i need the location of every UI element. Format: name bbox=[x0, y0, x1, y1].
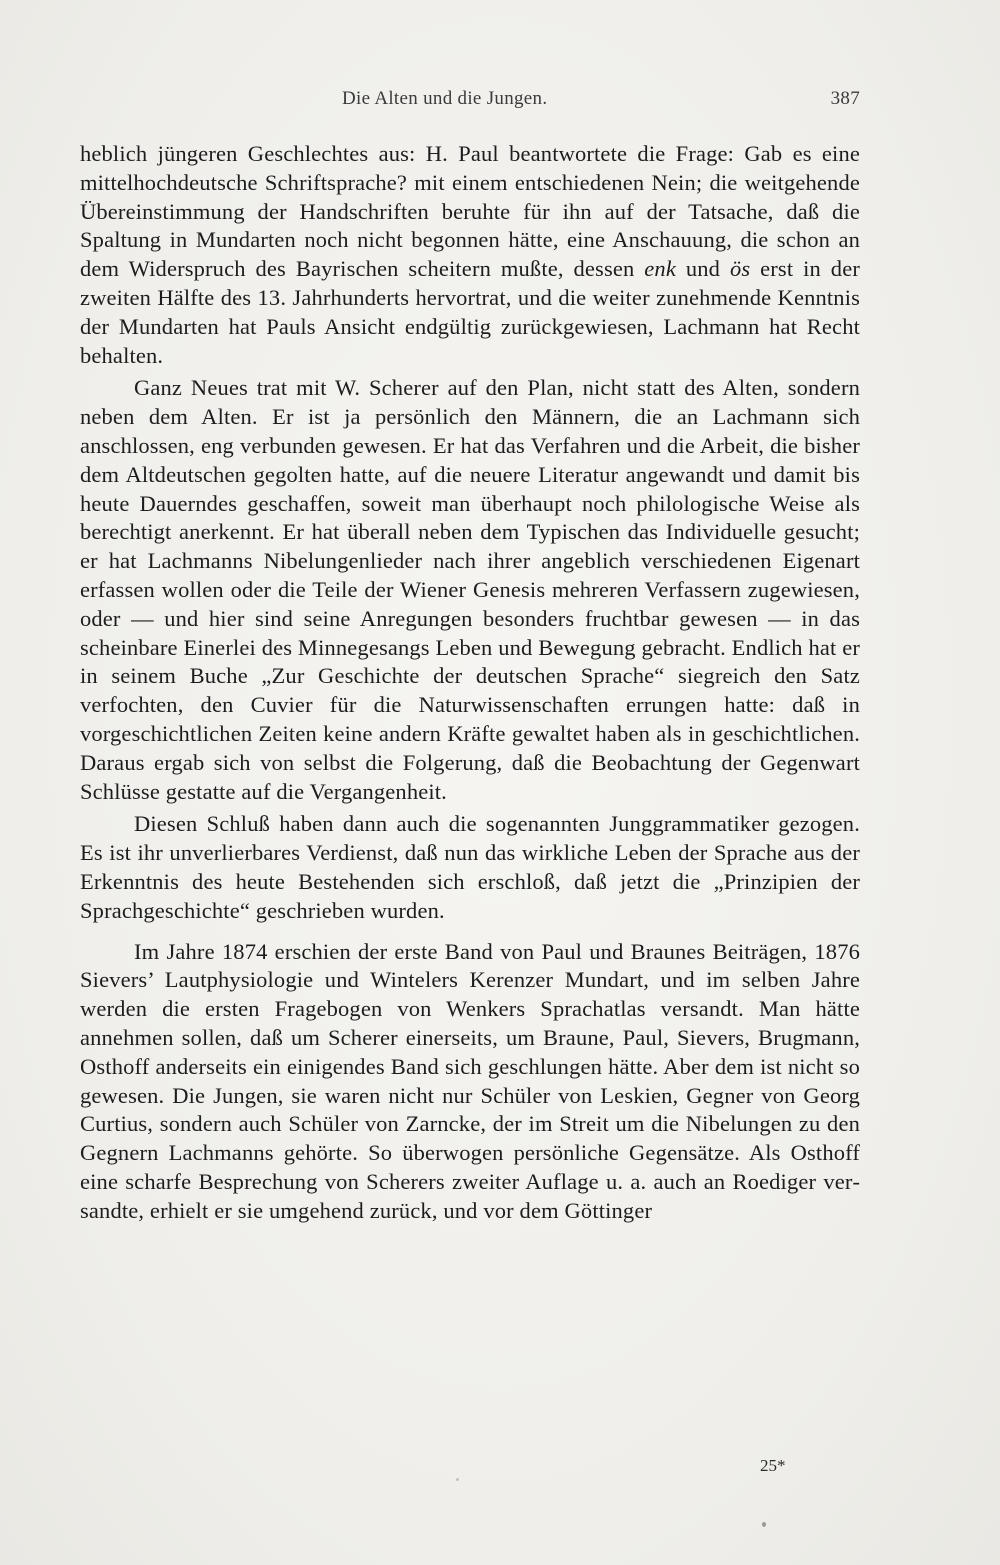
text-run: Diesen Schluß haben dann auch die sogenannten Junggrammatiker gezogen. Es ist ihr unverlierbares Verdienst, daß nun das wirkliche Leben der Sprache aus der Erkenntnis des heute Bestehenden sich erschloß, daß jetzt die „Prinzipien der Sprachgeschichte“ geschrieben wurden. bbox=[80, 811, 860, 923]
signature-mark: 25* bbox=[760, 1456, 786, 1475]
text-run: Im Jahre 1874 erschien der erste Band von Paul und Braunes Beiträgen, 1876 Sievers’ Lautphysiologie und Wintelers Kerenzer Mundart, und im selben Jahre werden die ersten Fragebogen von Wenkers Sprachatlas versandt. Man hätte annehmen sollen, daß um Scherer einerseits, um Braune, Paul, Sievers, Brugmann, Osthoff anderseits ein einigendes Band sich geschlungen hätte. Aber dem ist nicht so gewesen. Die Jungen, sie waren nicht nur Schüler von Leskien, Gegner von Georg Curtius, sondern auch Schüler von Zarncke, der im Streit um die Nibelungen zu den Gegnern Lachmanns gehörte. So überwogen persönliche Gegensätze. Als Osthoff eine scharfe Besprechung von Scherers zweiter Auflage u. a. auch an Roediger versandte, erhielt er sie umgehend zurück, und vor dem Göttinger bbox=[80, 938, 860, 1223]
text-run: Ganz Neues trat mit W. Scherer auf den Plan, nicht statt des Alten, sondern neben dem Alten. Er ist ja persönlich den Männern, die an Lachmann sich anschlossen, eng verbunden gewesen. Er hat das Verfahren und die Arbeit, die bisher dem Altdeutschen gegolten hatte, auf die neuere Literatur angewandt und damit bis heute Dauerndes geschaffen, soweit man überhaupt noch philologische Weise als berechtigt anerkennt. Er hat überall neben dem Typischen das Individuelle gesucht; er hat Lachmanns Nibelungenlieder nach ihrer angeblich verschiedenen Eigenart erfassen wollen oder die Teile der Wiener Genesis mehreren Verfassern zugewiesen, oder — und hier sind seine Anregungen besonders fruchtbar gewesen — in das scheinbare Einerlei des Minnegesangs Leben und Bewegung gebracht. Endlich hat er in seinem Buche „Zur Geschichte der deutschen Sprache“ siegreich den Satz verfochten, den Cuvier für die Naturwissenschaften errungen hatte: daß in vorgeschichtlichen Zeiten keine andern Kräfte gewaltet haben als in geschichtlichen. Daraus ergab sich von selbst die Folgerung, daß die Beobachtung der Gegenwart Schlüsse gestatte auf die Vergangenheit. bbox=[80, 375, 860, 804]
paragraph bbox=[80, 140, 860, 370]
italic-word: enk bbox=[644, 256, 676, 282]
ink-speck bbox=[762, 1522, 766, 1527]
paragraph bbox=[80, 810, 860, 925]
text-run: erst in der zweiten Hälfte des 13. Jahrhunderts hervortrat, und die weiter zunehmende Kenntnis der Mundarten hat Pauls Ansicht endgültig zurückgewiesen, Lachmann hat Recht behalten. bbox=[80, 256, 860, 368]
running-title: Die Alten und die Jungen. bbox=[342, 88, 548, 109]
ink-speck bbox=[456, 1478, 459, 1481]
italic-word: ös bbox=[729, 256, 751, 282]
page-number: 387 bbox=[830, 88, 860, 109]
text-run: heblich jüngeren Geschlechtes aus: H. Paul beantwortete die Frage: Gab es eine mittelhochdeutsche Schriftsprache? mit einem entschiedenen Nein; die weitgehende Übereinstimmung der Handschriften beruhte für ihn auf der Tatsache, daß die Spaltung in Mundarten noch nicht begonnen hätte, eine Anschauung, die schon an dem Widerspruch des Bayrischen scheitern mußte, dessen bbox=[80, 141, 860, 282]
running-head bbox=[80, 88, 860, 114]
paragraph bbox=[80, 374, 860, 806]
text-run: und bbox=[675, 256, 730, 282]
body-text bbox=[80, 140, 860, 1225]
paragraph bbox=[80, 938, 860, 1226]
